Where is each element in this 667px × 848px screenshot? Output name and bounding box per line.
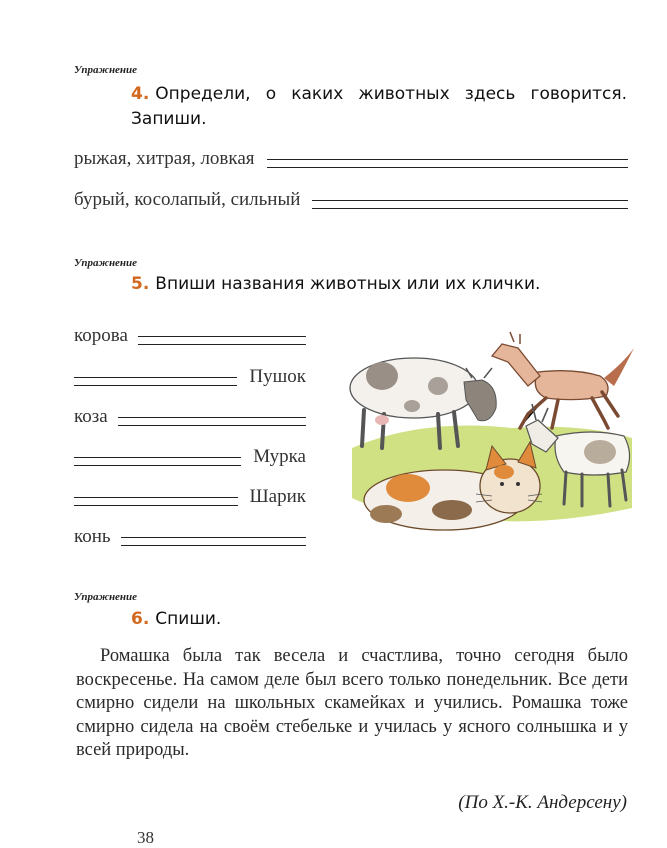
copy-text-paragraph: Ромашка была так весела и счастлива, точно сегодня было воскресенье. На самом деле был всего только понедельник. Все дети смирно сидели на школьных скамейках и учились. Ромашка тоже смирно сидела на своём стебельке и училась у ясного солнышка и у всей природы. — [76, 646, 628, 760]
answer-prompt: рыжая, хитрая, ловкая — [74, 148, 255, 169]
answer-row-goat — [74, 406, 306, 428]
exercise-5-number: 5. — [131, 274, 150, 294]
answer-lines[interactable] — [74, 497, 238, 508]
exercise-4-number: 4. — [131, 84, 150, 104]
exercise-5-label: Упражнение — [74, 257, 138, 269]
exercise-6-number: 6. — [131, 609, 150, 629]
exercise-4-label: Упражнение — [74, 64, 138, 76]
exercise-4-task-text: Определи, о каких животных здесь говорится. Запиши. — [131, 84, 627, 129]
answer-row-fox — [74, 148, 628, 170]
answer-prompt: корова — [74, 325, 128, 346]
answer-prompt: коза — [74, 406, 108, 427]
answer-prompt: Шарик — [249, 486, 306, 507]
answer-lines[interactable] — [74, 457, 241, 468]
answer-row-cow — [74, 325, 306, 347]
answer-lines[interactable] — [138, 336, 306, 347]
answer-prompt: бурый, косолапый, сильный — [74, 189, 301, 210]
answer-lines[interactable] — [74, 377, 237, 388]
horse-figure — [492, 332, 634, 428]
answer-lines[interactable] — [118, 417, 306, 428]
answer-lines[interactable] — [267, 159, 628, 170]
exercise-5-task — [131, 272, 627, 297]
text-author: (По Х.-К. Андерсену) — [458, 792, 627, 813]
copy-text — [76, 645, 628, 763]
exercise-6-task — [131, 607, 627, 632]
exercise-4-task — [131, 82, 627, 132]
answer-row-sharik — [74, 486, 306, 508]
answer-row-horse — [74, 526, 306, 548]
animals-illustration — [342, 328, 640, 536]
exercise-5-task-text: Впиши названия животных или их клички. — [155, 274, 541, 294]
exercise-6-label: Упражнение — [74, 591, 138, 603]
answer-prompt: конь — [74, 526, 111, 547]
answer-lines[interactable] — [121, 537, 306, 548]
answer-row-pushok — [74, 366, 306, 388]
page-number: 38 — [137, 828, 154, 847]
answer-row-bear — [74, 189, 628, 211]
exercise-6-task-text: Спиши. — [155, 609, 222, 629]
answer-prompt: Пушок — [249, 366, 306, 387]
answer-row-murka — [74, 446, 306, 468]
answer-prompt: Мурка — [253, 446, 306, 467]
answer-lines[interactable] — [312, 200, 628, 211]
